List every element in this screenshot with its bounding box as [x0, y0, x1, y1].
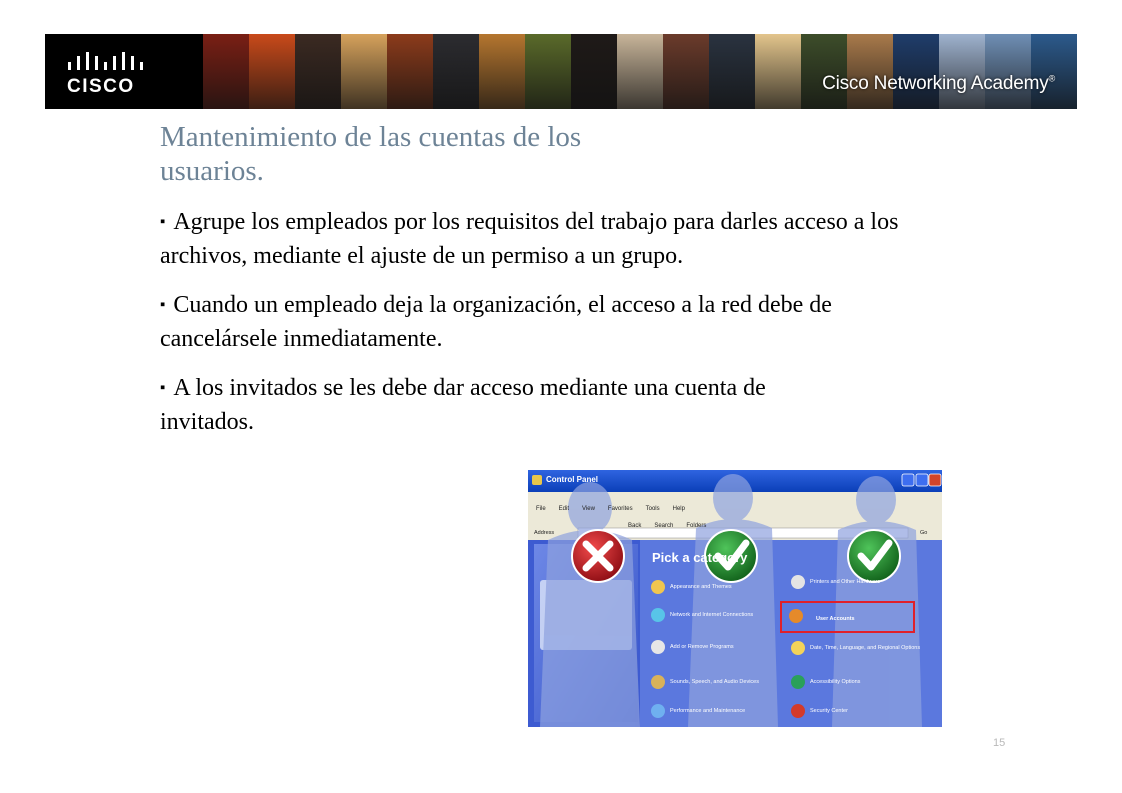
user-accounts-link[interactable]: User Accounts: [816, 616, 855, 622]
category-link[interactable]: Date, Time, Language, and Regional Options: [810, 645, 921, 651]
academy-name: Cisco Networking Academy: [822, 73, 1049, 94]
cisco-logo: [45, 34, 203, 109]
slide-title-line-2: usuarios.: [160, 155, 264, 187]
window-menu: [536, 497, 694, 515]
bullet-item: [160, 205, 920, 273]
close-icon: [929, 474, 941, 486]
collage-strip: [709, 34, 756, 109]
bullet-marker-icon: ▪: [160, 380, 166, 396]
menu-item-favorites[interactable]: Favorites: [607, 506, 633, 512]
window-app-icon: [532, 475, 542, 485]
slide-title: [160, 120, 780, 188]
collage-strip: [893, 34, 940, 109]
collage-strip: [755, 34, 802, 109]
collage-strip: [939, 34, 986, 109]
cisco-bridge-icon: [66, 52, 146, 76]
collage-strip: [847, 34, 894, 109]
category-link[interactable]: Accessibility Options: [810, 679, 861, 685]
bullet-item: [160, 288, 920, 356]
bullet-text: Agrupe los empleados por los requisitos del trabajo para darles acceso a los archivos, mediante el ajuste de un permiso a un grupo.: [160, 209, 899, 269]
menu-item-tools[interactable]: Tools: [645, 506, 660, 512]
bullet-text: A los invitados se les debe dar acceso mediante una cuenta de invitados.: [160, 375, 766, 435]
collage-strip: [571, 34, 618, 109]
bullet-list: [160, 205, 920, 454]
collage-strip: [617, 34, 664, 109]
collage-strip: [203, 34, 250, 109]
category-link[interactable]: Network and Internet Connections: [670, 612, 754, 618]
minimize-icon: [902, 474, 914, 486]
collage-strip: [801, 34, 848, 109]
allow-mark-icon: [848, 530, 900, 582]
toolbar-folders[interactable]: Folders: [686, 523, 707, 529]
go-button[interactable]: Go: [920, 530, 928, 536]
collage-strip: [985, 34, 1032, 109]
maximize-icon: [916, 474, 928, 486]
control-panel-screenshot: [528, 470, 942, 727]
collage-strip: [663, 34, 710, 109]
header-banner: [45, 34, 1077, 109]
category-link[interactable]: Performance and Maintenance: [670, 708, 746, 714]
registered-mark: ®: [1048, 73, 1055, 84]
cisco-wordmark: CISCO: [67, 76, 135, 97]
collage-strip: [433, 34, 480, 109]
collage-strip: [249, 34, 296, 109]
collage-strip: [525, 34, 572, 109]
menu-item-edit[interactable]: Edit: [558, 506, 570, 512]
menu-item-help[interactable]: Help: [672, 506, 685, 512]
address-label: Address: [534, 530, 555, 536]
menu-item-file[interactable]: File: [536, 506, 546, 512]
bullet-marker-icon: ▪: [160, 297, 166, 313]
collage-strip: [479, 34, 526, 109]
window-toolbar-labels: [628, 514, 715, 532]
category-heading: Pick a category: [652, 550, 748, 565]
toolbar-search[interactable]: Search: [654, 523, 674, 529]
category-link[interactable]: Add or Remove Programs: [670, 644, 734, 650]
page-number: 15: [993, 737, 1006, 749]
collage-strip: [1031, 34, 1077, 109]
window-title: Control Panel: [546, 475, 599, 484]
toolbar-back[interactable]: Back: [628, 523, 642, 529]
collage-strip: [341, 34, 388, 109]
slide-title-line-1: Mantenimiento de las cuentas de los: [160, 121, 582, 153]
category-link[interactable]: Sounds, Speech, and Audio Devices: [670, 679, 759, 685]
bullet-text: Cuando un empleado deja la organización, el acceso a la red debe de cancelársele inmediatamente.: [160, 292, 832, 352]
bullet-item: [160, 371, 850, 439]
deny-mark-icon: [572, 530, 624, 582]
collage-strip: [295, 34, 342, 109]
category-link[interactable]: Printers and Other Hardware: [810, 579, 881, 585]
collage-strip: [387, 34, 434, 109]
academy-title: [822, 73, 1055, 95]
category-link[interactable]: Appearance and Themes: [670, 584, 732, 590]
bullet-marker-icon: ▪: [160, 214, 166, 230]
menu-item-view[interactable]: View: [582, 506, 595, 512]
category-link[interactable]: Security Center: [810, 708, 848, 714]
